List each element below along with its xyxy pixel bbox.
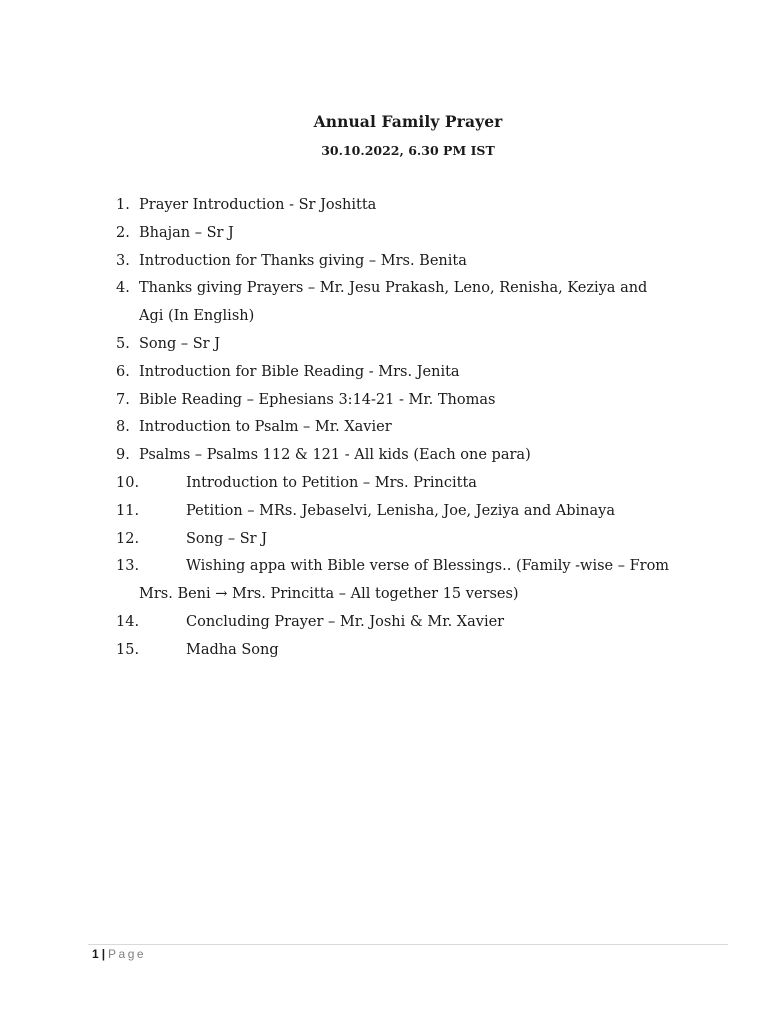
list-item [106,526,731,554]
item-text: Song – Sr J [186,530,268,547]
item-number: 7. [116,391,130,408]
list-item [106,248,731,276]
footer-divider [88,944,728,945]
item-text: Introduction to Psalm – Mr. Xavier [139,419,392,436]
item-text: Madha Song [186,641,279,658]
list-item [106,220,731,248]
agenda-list [106,192,731,665]
item-text: Concluding Prayer – Mr. Joshi & Mr. Xavier [186,613,505,630]
list-item [106,192,731,220]
item-number: 15. [116,641,140,658]
item-text: Song – Sr J [139,335,221,352]
item-number: 9. [116,447,130,464]
item-number: 3. [116,252,130,269]
list-item [106,359,731,387]
list-item [106,442,731,470]
item-text: Wishing appa with Bible verse of Blessings.. (Family -wise – From [186,558,670,575]
item-text-continued: Mrs. Beni → Mrs. Princitta – All together 15 verses) [139,586,519,603]
item-number: 10. [116,474,140,491]
item-text: Introduction for Bible Reading - Mrs. Jenita [139,363,460,380]
item-text: Bhajan – Sr J [139,224,234,241]
item-number: 12. [116,530,140,547]
item-text: Bible Reading – Ephesians 3:14-21 - Mr. Thomas [139,391,496,408]
page-footer [92,947,146,961]
item-number: 13. [116,558,140,575]
item-number: 1. [116,197,130,213]
item-number: 8. [116,419,130,436]
item-number: 2. [116,224,130,241]
list-item [106,387,731,415]
page-label: Page [108,947,147,961]
list-item [106,331,731,359]
item-number: 6. [116,363,130,380]
document-title: Annual Family Prayer [313,112,503,131]
item-text: Prayer Introduction - Sr Joshitta [139,197,377,213]
list-item [106,414,731,442]
footer-separator: | [101,947,106,961]
item-number: 5. [116,335,130,352]
list-item [106,609,731,637]
list-item [106,498,731,526]
item-number: 11. [116,502,140,519]
page-number: 1 [92,947,99,961]
item-number: 4. [116,280,130,297]
item-text: Thanks giving Prayers – Mr. Jesu Prakash, Leno, Renisha, Keziya and [139,280,648,297]
list-item [106,470,731,498]
list-item [106,637,731,665]
item-number: 14. [116,613,140,630]
item-text: Petition – MRs. Jebaselvi, Lenisha, Joe, Jeziya and Abinaya [186,502,615,519]
item-text: Introduction to Petition – Mrs. Princitta [186,474,477,491]
document-date: 30.10.2022, 6.30 PM IST [321,143,495,158]
list-item [106,275,731,331]
item-text-continued: Agi (In English) [139,308,255,325]
item-text: Introduction for Thanks giving – Mrs. Benita [139,252,467,269]
list-item [106,553,731,609]
item-text: Psalms – Psalms 112 & 121 - All kids (Each one para) [139,447,531,464]
